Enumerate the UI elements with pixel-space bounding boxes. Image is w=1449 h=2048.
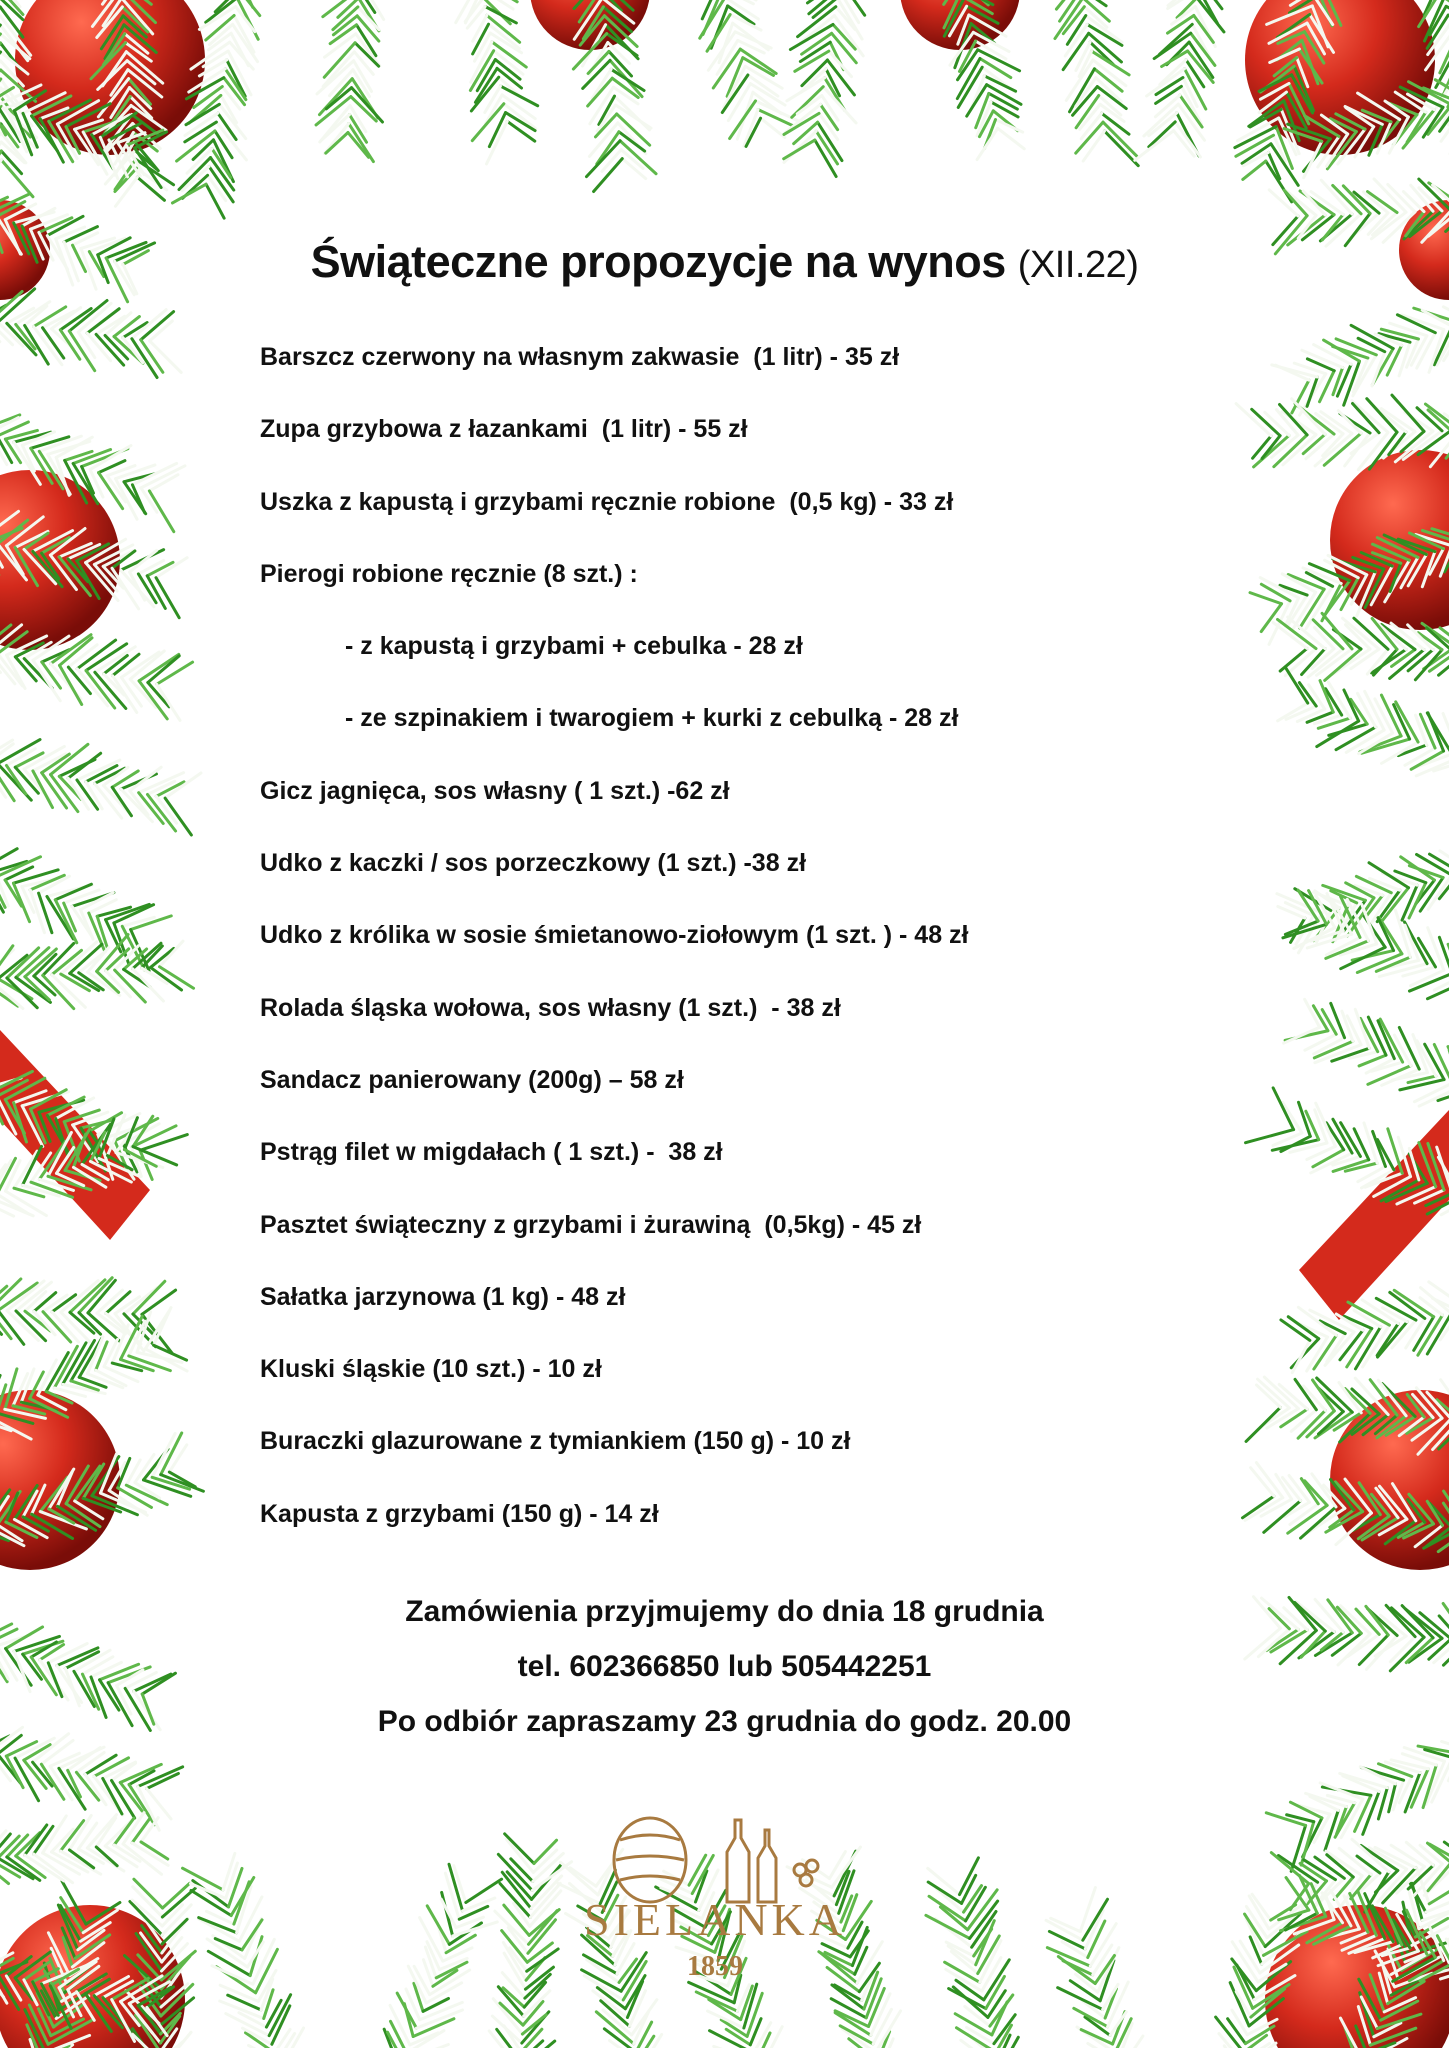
pine-needle <box>236 7 255 32</box>
pine-needle <box>190 1884 225 1899</box>
pine-needle <box>1388 1129 1402 1173</box>
pine-needle <box>133 1147 177 1165</box>
pine-needle <box>735 32 771 48</box>
pine-needle <box>165 773 201 798</box>
phone-numbers: tel. 602366850 lub 505442251 <box>517 1650 932 1683</box>
pine-needle <box>1104 131 1138 166</box>
pine-needle <box>1 133 26 163</box>
pine-needle <box>832 1985 864 2009</box>
pine-needle <box>206 184 224 218</box>
pine-needle <box>1320 371 1335 402</box>
pine-needle <box>1194 15 1214 42</box>
pine-needle <box>1086 16 1122 43</box>
pine-needle <box>215 131 232 158</box>
menu-item: Barszcz czerwony na własnym zakwasie (1 litr) - 35 zł <box>260 343 900 371</box>
pine-needle <box>60 1851 100 1874</box>
pine-needle <box>169 1445 186 1472</box>
menu-subitem: - z kapustą i grzybami + cebulka - 28 zł <box>345 632 803 661</box>
menu-item: Pierogi robione ręcznie (8 szt.) : <box>260 559 638 588</box>
pine-needle <box>1428 928 1444 971</box>
pine-needle <box>1338 411 1361 434</box>
pine-needle <box>157 684 180 720</box>
pine-needle <box>1147 69 1185 96</box>
logo-year: 1859 <box>687 1951 743 1980</box>
menu-subitem: - ze szpinakiem i twarogiem + kurki z cebulką - 28 zł <box>345 704 959 733</box>
menu-item: Udko z królika w sosie śmietanowo-ziołowym (1 szt. ) - 48 zł <box>260 921 969 950</box>
pine-needle <box>69 301 107 331</box>
pine-needle <box>326 133 348 154</box>
menu-item: Zupa grzybowa z łazankami (1 litr) - 55 zł <box>260 415 748 444</box>
menu-item: Gicz jagnięca, sos własny ( 1 szt.) -62 zł <box>260 776 730 805</box>
pine-needle <box>522 2015 546 2034</box>
pine-needle <box>466 1879 502 1902</box>
pine-needle <box>798 7 836 37</box>
pine-needle <box>747 1993 762 2036</box>
pine-needle <box>1428 713 1444 751</box>
pine-needle <box>147 794 175 831</box>
pine-needle <box>1083 131 1104 161</box>
menu-item: Udko z kaczki / sos porzeczkowy (1 szt.) -38 zł <box>260 849 807 878</box>
barrel-icon <box>614 1818 686 1902</box>
pine-needle <box>1230 1983 1249 2026</box>
pine-needle <box>0 52 1 80</box>
page-title <box>0 236 1449 288</box>
pine-needle <box>140 1135 187 1151</box>
pine-needle <box>149 491 173 532</box>
pine-needle <box>1083 1899 1108 1940</box>
pine-needle <box>1273 1088 1293 1130</box>
menu-item: Buraczki glazurowane z tymiankiem (150 g) - 10 zł <box>260 1427 851 1456</box>
pine-needle <box>1063 1961 1093 1975</box>
pine-needle <box>1283 435 1316 465</box>
pine-needle <box>78 1823 96 1849</box>
pine-needle <box>1 160 33 197</box>
title-main: Świąteczne propozycje na wynos <box>310 236 1006 287</box>
orders-deadline: Zamówienia przyjmujemy do dnia 18 grudnia <box>405 1595 1044 1628</box>
pine-needle <box>1186 60 1204 87</box>
pine-needle <box>956 2028 995 2048</box>
pine-needle <box>7 1311 38 1341</box>
pine-needle <box>1358 1166 1386 1181</box>
pine-needle <box>740 49 776 73</box>
pine-needle <box>487 15 520 42</box>
pine-needle <box>172 184 206 203</box>
pine-needle <box>349 124 374 162</box>
bottle-icon <box>727 1820 749 1902</box>
menu-item: Pstrąg filet w migdałach ( 1 szt.) - 38 zł <box>260 1138 723 1167</box>
pine-needle <box>1264 1377 1298 1409</box>
pine-needle <box>150 341 181 373</box>
logo-name: SIELANKA <box>584 1894 846 1945</box>
pine-needle <box>1236 404 1271 436</box>
title-date: (XII.22) <box>1017 244 1139 286</box>
pine-needle <box>1400 1080 1444 1090</box>
pine-needle <box>784 140 815 159</box>
menu-item: Kluski śląskie (10 szt.) - 10 zł <box>260 1355 602 1384</box>
pine-needle <box>1317 721 1359 747</box>
pine-needle <box>724 66 746 107</box>
pine-needle <box>1291 1339 1318 1368</box>
pine-needle <box>442 1892 453 1936</box>
pine-needle <box>1331 1003 1345 1037</box>
pine-needle <box>130 767 161 791</box>
menu-item: Kapusta z grzybami (150 g) - 14 zł <box>260 1499 659 1528</box>
pine-needle <box>991 102 1018 117</box>
pine-needle <box>165 798 191 835</box>
pine-needle <box>1278 1856 1317 1883</box>
pine-needle <box>6 1756 23 1788</box>
pine-needle <box>78 332 95 357</box>
pine-needle <box>132 1819 149 1843</box>
pine-needle <box>0 160 1 188</box>
pine-needle <box>222 87 240 110</box>
menu-item: Sandacz panierowany (200g) – 58 zł <box>260 1065 684 1094</box>
pine-needle <box>0 151 1 188</box>
pine-needle <box>1305 1034 1336 1050</box>
menu-list <box>260 337 1160 1566</box>
menu-item: Sałatka jarzynowa (1 kg) - 48 zł <box>260 1282 626 1311</box>
pine-needle <box>632 2000 657 2035</box>
pine-needle <box>1135 131 1174 161</box>
menu-item: Pasztet świąteczny z grzybami i żurawiną (0,5kg) - 45 zł <box>260 1210 922 1239</box>
pine-needle <box>723 0 754 4</box>
menu-item: Rolada śląska wołowa, sos własny (1 szt.) - 38 zł <box>260 993 841 1022</box>
pickup-info: Po odbiór zapraszamy 23 grudnia do godz. 20.00 <box>377 1705 1072 1738</box>
pine-needle <box>59 1768 85 1809</box>
pine-needle <box>784 131 816 162</box>
pine-needle <box>1156 86 1182 103</box>
pine-needle <box>1228 2019 1246 2044</box>
menu-item: Uszka z kapustą i grzybami ręcznie robione (0,5 kg) - 33 zł <box>260 487 954 516</box>
pine-needle <box>1162 51 1188 67</box>
pine-needle <box>1286 190 1316 215</box>
sielanka-logo <box>530 1800 900 1980</box>
order-info <box>0 1592 1449 1757</box>
